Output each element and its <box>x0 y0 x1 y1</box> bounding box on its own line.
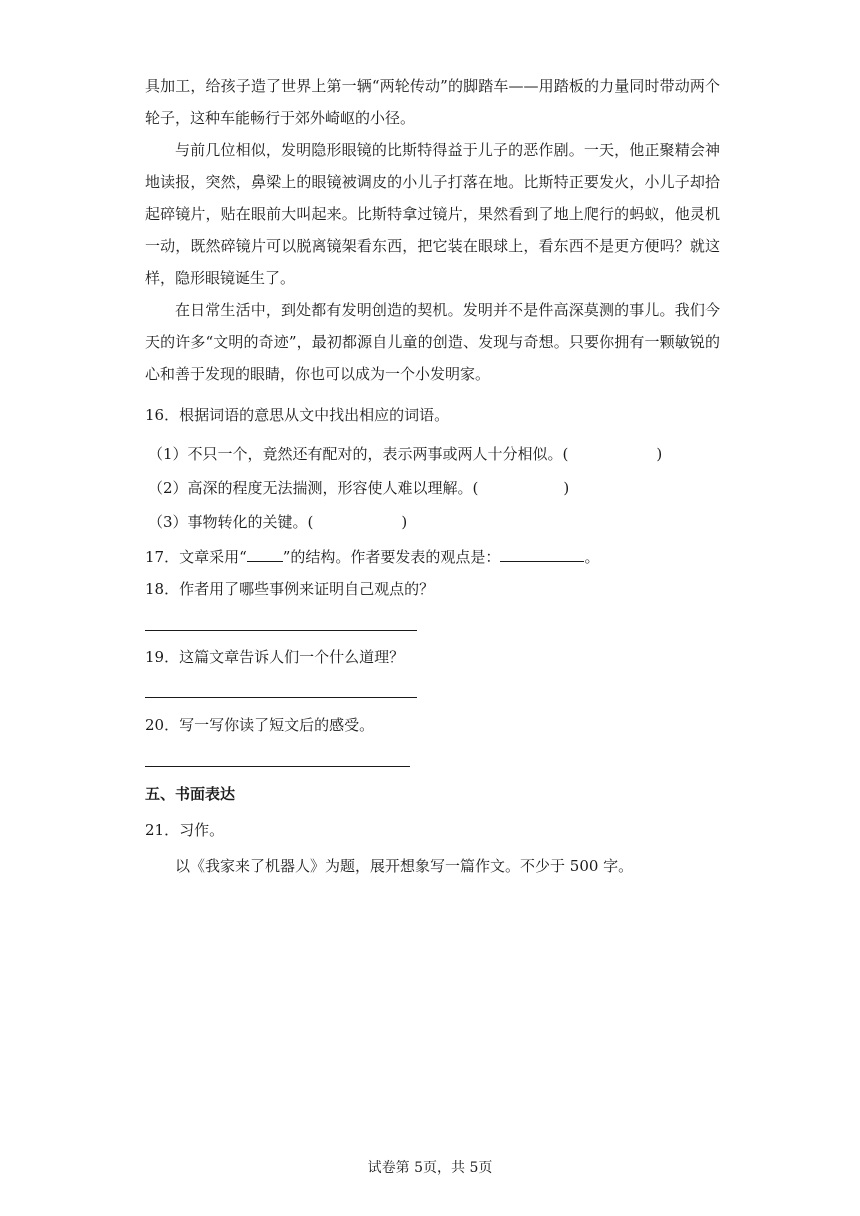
question-16-3 <box>148 511 407 533</box>
answer-blank-17-structure[interactable] <box>247 547 283 562</box>
essay-prompt: 以《我家来了机器人》为题，展开想象写一篇作文。不少于 500 字。 <box>175 857 634 875</box>
question-17-text-c: 。 <box>584 548 600 566</box>
answer-line-19[interactable] <box>145 697 417 698</box>
question-20: 20．写一写你读了短文后的感受。 <box>145 716 375 734</box>
question-16-2-text: （2）高深的程度无法揣测，形容使人难以理解。( <box>148 479 479 497</box>
passage-paragraph-2: 与前几位相似，发明隐形眼镜的比斯特得益于儿子的恶作剧。一天，他正聚精会神地读报，突然，鼻梁上的眼镜被调皮的小儿子打落在地。比斯特正要发火，小儿子却拾起碎镜片，贴在眼前大叫起来。比斯特拿过镜片，果然看到了地上爬行的蚂蚁，他灵机一动，既然碎镜片可以脱离镜架看东西，把它装在眼球上，看东西不是更方便吗？就这样，隐形眼镜诞生了。 <box>145 141 720 287</box>
section-title-writing: 五、书面表达 <box>145 785 236 803</box>
passage-paragraph-3: 在日常生活中，到处都有发明创造的契机。发明并不是件高深莫测的事儿。我们今天的许多“文明的奇迹”，最初都源自儿童的创造、发现与奇想。只要你拥有一颗敏锐的心和善于发现的眼睛，你也可以成为一个小发明家。 <box>145 301 720 383</box>
question-17-text-a: 17．文章采用“ <box>145 548 247 566</box>
question-17-text-b: ”的结构。作者要发表的观点是： <box>282 548 501 566</box>
question-21: 21．习作。 <box>145 821 225 839</box>
answer-line-20[interactable] <box>145 766 410 767</box>
passage-paragraph-1: 具加工，给孩子造了世界上第一辆“两轮传动”的脚踏车——用踏板的力量同时带动两个轮子，这种车能畅行于郊外崎岖的小径。 <box>145 77 720 127</box>
answer-blank-17-viewpoint[interactable] <box>500 547 584 562</box>
close-paren: ) <box>401 513 408 531</box>
answer-line-18[interactable] <box>145 630 417 631</box>
close-paren: ) <box>563 479 570 497</box>
question-18: 18．作者用了哪些事例来证明自己观点的？ <box>145 580 435 598</box>
question-16-1-text: （1）不只一个，竟然还有配对的，表示两事或两人十分相似。( <box>148 445 569 463</box>
question-19: 19．这篇文章告诉人们一个什么道理？ <box>145 648 405 666</box>
question-17 <box>145 546 599 568</box>
close-paren: ) <box>656 445 663 463</box>
question-16-3-text: （3）事物转化的关键。( <box>148 513 314 531</box>
page-footer: 试卷第 5页，共 5页 <box>367 1160 493 1176</box>
question-16: 16．根据词语的意思从文中找出相应的词语。 <box>145 406 450 424</box>
question-16-1 <box>148 443 662 465</box>
question-16-2 <box>148 477 569 499</box>
